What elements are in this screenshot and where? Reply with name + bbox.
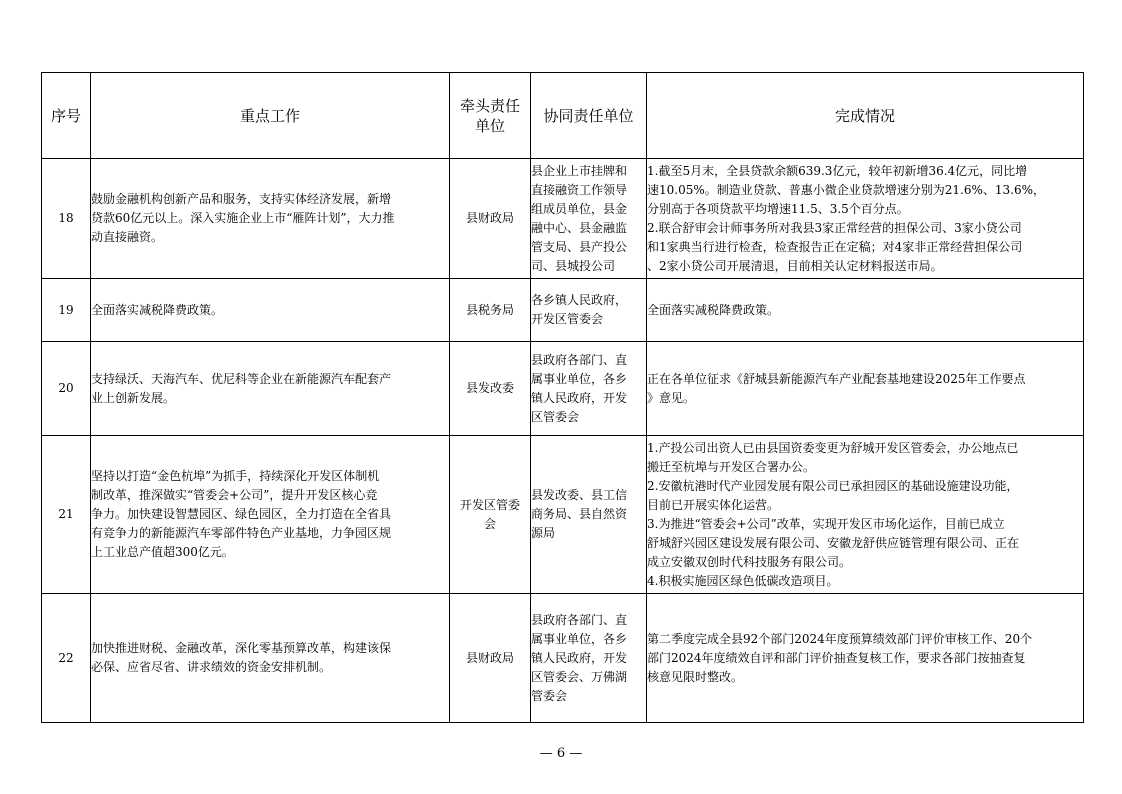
cell-coop-unit-line: 融中心、县金融监	[531, 220, 628, 235]
header-lead-unit-line1: 牵头责任	[459, 96, 520, 115]
cell-lead-unit-line: 开发区管委	[459, 497, 520, 512]
cell-serial-no: 20	[42, 342, 91, 436]
cell-coop-unit-line: 商务局、县自然资	[531, 507, 628, 521]
cell-coop-unit-line: 属事业单位，各乡	[531, 371, 628, 386]
cell-status-line: 2.安徽杭港时代产业园发展有限公司已承担园区的基础设施建设功能，	[647, 478, 1019, 493]
cell-status-line: 第二季度完成全县92个部门2024年度预算绩效部门评价审核工作、20个	[647, 631, 1033, 646]
cell-key-work-line: 业上创新发展。	[91, 390, 176, 405]
cell-key-work-line: 必保、应省尽省、讲求绩效的资金安排机制。	[91, 660, 332, 674]
cell-coop-unit-line: 源局	[531, 526, 556, 540]
cell-lead-unit-line: 县税务局	[465, 302, 514, 317]
page-number: — 6 —	[539, 746, 583, 761]
cell-lead-unit	[450, 436, 531, 594]
cell-coop-unit-line: 区管委会、万佛湖	[531, 669, 628, 684]
cell-serial-no: 22	[42, 594, 91, 723]
cell-status-line: 速10.05%。制造业贷款、普惠小微企业贷款增速分别为21.6%、13.6%，	[647, 182, 1046, 197]
cell-key-work-line: 加快推进财税、金融改革，深化零基预算改革，构建该保	[91, 641, 392, 655]
cell-coop-unit-line: 管支局、县产投公	[531, 239, 628, 254]
cell-key-work-line: 有竞争力的新能源汽车零部件特色产业基地，力争园区规	[91, 526, 392, 540]
table-row	[42, 159, 1084, 279]
header-lead-unit	[450, 73, 531, 159]
cell-status-line: 和1家典当行进行检查，检查报告正在定稿；对4家非正常经营担保公司	[647, 239, 1023, 254]
cell-coop-unit-line: 组成员单位，县金	[531, 201, 628, 216]
cell-status	[647, 436, 1084, 594]
cell-key-work	[91, 594, 450, 723]
cell-coop-unit-line: 县政府各部门、直	[531, 612, 628, 627]
cell-status-line: 成立安徽双创时代科技服务有限公司。	[647, 554, 852, 569]
cell-coop-unit	[531, 594, 647, 723]
cell-coop-unit-line: 管委会	[531, 688, 568, 703]
table-row	[42, 594, 1084, 723]
cell-serial-no: 21	[42, 436, 91, 594]
cell-serial-no: 18	[42, 159, 91, 279]
cell-status-line: 搬迁至杭埠与开发区合署办公。	[647, 459, 816, 474]
cell-key-work-line: 上工业总产值超300亿元。	[91, 545, 234, 559]
cell-coop-unit-line: 镇人民政府，开发	[531, 390, 628, 405]
header-lead-unit-line2: 单位	[474, 116, 505, 135]
cell-status-line: 3.为推进“管委会+公司”改革，实现开发区市场化运作，目前已成立	[647, 516, 1005, 531]
header-coop-unit: 协同责任单位	[531, 73, 647, 159]
cell-status	[647, 279, 1084, 342]
cell-coop-unit-line: 属事业单位，各乡	[531, 631, 628, 646]
cell-key-work-line: 争力。加快建设智慧园区、绿色园区，全力打造在全省具	[91, 507, 392, 521]
cell-coop-unit	[531, 159, 647, 279]
cell-status-line: 1.截至5月末，全县贷款余额639.3亿元，较年初新增36.4亿元，同比增	[647, 163, 1028, 178]
key-work-table	[41, 72, 1084, 723]
cell-lead-unit	[450, 279, 531, 342]
cell-status-line: 正在各单位征求《舒城县新能源汽车产业配套基地建设2025年工作要点	[647, 371, 1026, 386]
cell-lead-unit	[450, 342, 531, 436]
cell-coop-unit-line: 各乡镇人民政府，	[531, 293, 628, 307]
table-row	[42, 436, 1084, 594]
cell-status-line: 目前已开展实体化运营。	[647, 497, 780, 512]
header-serial-no: 序号	[42, 73, 91, 159]
cell-status-line: 分别高于各项贷款平均增速11.5、3.5个百分点。	[647, 201, 909, 216]
cell-coop-unit-line: 直接融资工作领导	[531, 182, 628, 197]
cell-lead-unit-line: 县财政局	[465, 650, 514, 665]
header-status: 完成情况	[647, 73, 1084, 159]
cell-key-work	[91, 279, 450, 342]
header-key-work: 重点工作	[91, 73, 450, 159]
cell-key-work-line: 坚持以打造“金色杭埠”为抓手，持续深化开发区体制机	[91, 469, 380, 483]
cell-key-work	[91, 159, 450, 279]
cell-status	[647, 342, 1084, 436]
cell-status-line: 舒城舒兴园区建设发展有限公司、安徽龙舒供应链管理有限公司、正在	[647, 535, 1020, 550]
cell-lead-unit	[450, 159, 531, 279]
table-row	[42, 279, 1084, 342]
cell-status-line: 2.联合舒审会计师事务所对我县3家正常经营的担保公司、3家小贷公司	[647, 220, 1022, 235]
cell-serial-no: 19	[42, 279, 91, 342]
cell-coop-unit-line: 县企业上市挂牌和	[531, 163, 628, 178]
cell-status-line: 1.产投公司出资人已由县国资委变更为舒城开发区管委会，办公地点已	[647, 440, 1019, 455]
cell-coop-unit	[531, 436, 647, 594]
cell-coop-unit	[531, 279, 647, 342]
cell-coop-unit-line: 司、县城投公司	[531, 258, 616, 273]
cell-status-line: 4.积极实施园区绿色低碳改造项目。	[647, 573, 839, 588]
cell-lead-unit-line: 会	[483, 516, 496, 531]
cell-status-line: 》意见。	[647, 390, 696, 405]
cell-coop-unit-line: 县政府各部门、直	[531, 352, 628, 367]
cell-key-work-line: 贷款60亿元以上。深入实施企业上市“雁阵计划”，大力推	[91, 211, 395, 225]
cell-coop-unit-line: 开发区管委会	[531, 312, 604, 326]
cell-lead-unit-line: 县财政局	[465, 211, 514, 225]
table-header-row	[42, 73, 1084, 159]
cell-key-work-line: 支持绿沃、天海汽车、优尼科等企业在新能源汽车配套产	[91, 371, 392, 386]
cell-coop-unit	[531, 342, 647, 436]
cell-coop-unit-line: 镇人民政府，开发	[531, 650, 628, 665]
cell-status	[647, 159, 1084, 279]
cell-lead-unit	[450, 594, 531, 723]
cell-status-line: 核意见限时整改。	[647, 669, 744, 684]
cell-status-line: 部门2024年度绩效自评和部门评价抽查复核工作，要求各部门按抽查复	[647, 650, 1026, 665]
cell-key-work-line: 制改革，推深做实“管委会+公司”，提升开发区核心竞	[91, 488, 378, 502]
cell-status-line: 全面落实减税降费政策。	[647, 302, 780, 317]
cell-key-work-line: 全面落实减税降费政策。	[91, 302, 224, 317]
cell-coop-unit-line: 区管委会	[531, 409, 580, 424]
cell-key-work	[91, 436, 450, 594]
cell-lead-unit-line: 县发改委	[465, 381, 514, 395]
cell-key-work-line: 鼓励金融机构创新产品和服务，支持实体经济发展，新增	[91, 192, 392, 206]
cell-key-work-line: 动直接融资。	[91, 230, 164, 244]
table-row	[42, 342, 1084, 436]
cell-coop-unit-line: 县发改委、县工信	[531, 488, 628, 502]
cell-status-line: 、2家小贷公司开展清退，目前相关认定材料报送市局。	[647, 258, 943, 273]
cell-status	[647, 594, 1084, 723]
cell-key-work	[91, 342, 450, 436]
